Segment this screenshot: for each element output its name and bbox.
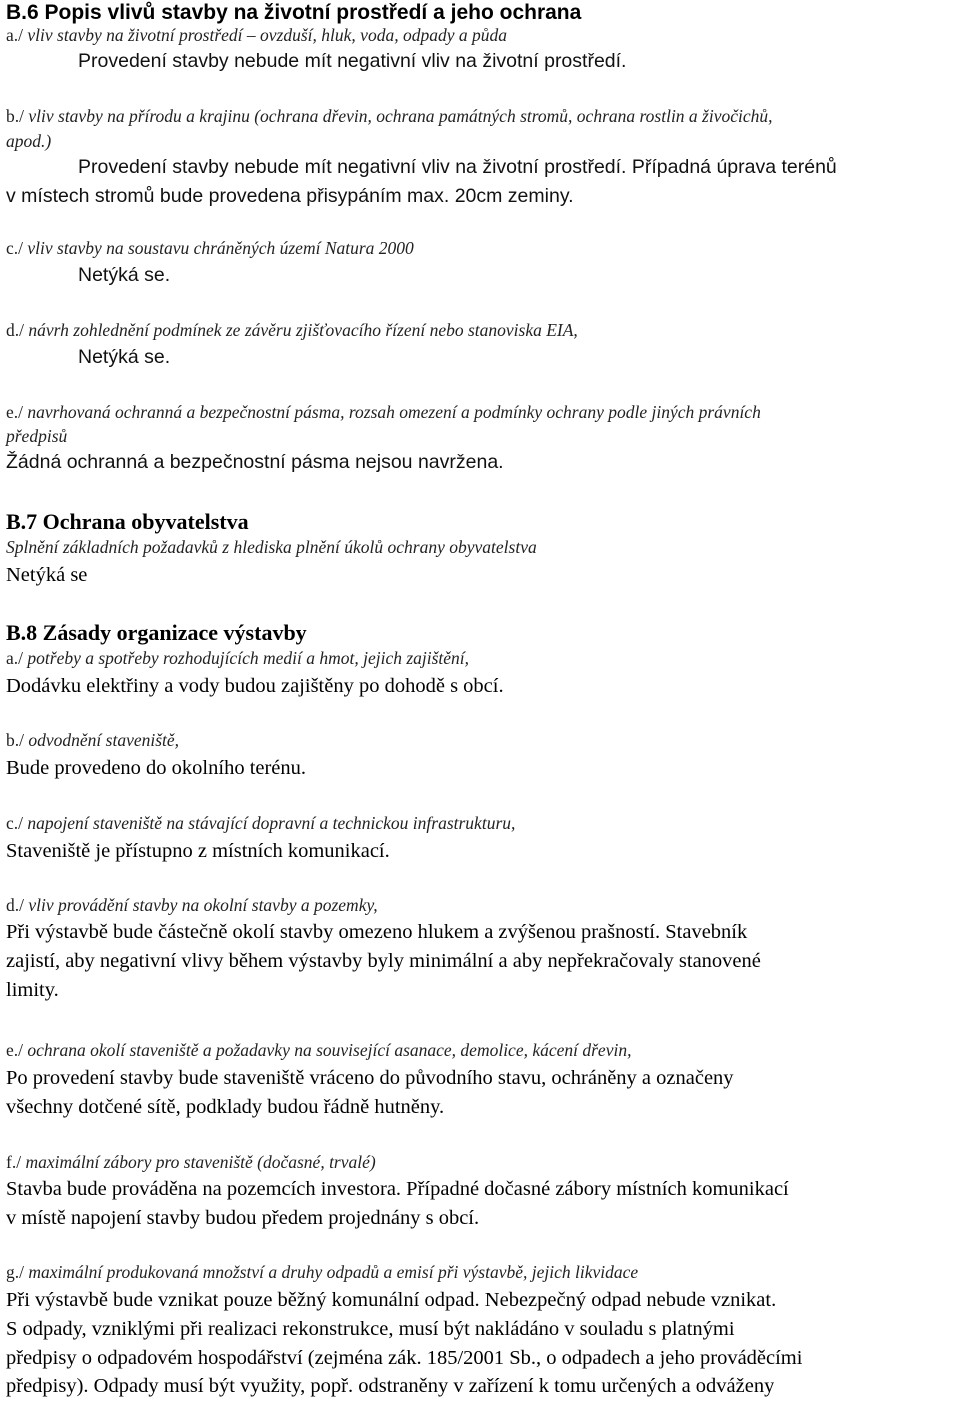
b6-e-title [6,404,761,422]
b8-a-text: Dodávku elektřiny a vody budou zajištěny po dohodě s obcí. [6,675,504,697]
section-b7-heading: B.7 Ochrana obyvatelstva [6,509,249,534]
b8-g-label: g./ [6,1262,24,1282]
b6-e-title-cont: předpisů [6,426,68,446]
b6-d-title-text: návrh zohlednění podmínek ze závěru zjišťovacího řízení nebo stanoviska EIA, [28,320,578,340]
b8-f-title [6,1154,376,1172]
section-b6-heading: B.6 Popis vlivů stavby na životní prostředí a jeho ochrana [6,1,582,24]
b8-d-text-line2: zajistí, aby negativní vlivy během výstavby byly minimální a aby nepřekračovaly stanovené [6,950,761,972]
b8-e-text-line2: všechny dotčené sítě, podklady budou řádně hutněny. [6,1096,445,1118]
b8-g-title [6,1264,638,1282]
b7-text: Netýká se [6,564,88,586]
b8-d-label: d./ [6,895,24,915]
b8-b-title-text: odvodnění staveniště, [28,730,180,750]
b6-b-text-line2: v místech stromů bude provedena přisypáním max. 20cm zeminy. [6,185,574,207]
b8-e-title-text: ochrana okolí staveniště a požadavky na související asanace, demolice, kácení dřevin, [27,1040,632,1060]
b8-c-title [6,815,515,833]
b7-subtitle: Splnění základních požadavků z hlediska plnění úkolů ochrany obyvatelstva [6,537,537,557]
b8-a-title [6,650,469,668]
b6-b-title [6,108,773,126]
b8-d-text-line3: limity. [6,979,59,1001]
b6-e-title-text: navrhovaná ochranná a bezpečnostní pásma, rozsah omezení a podmínky ochrany podle jiných právních [27,402,761,422]
b8-d-title-text: vliv provádění stavby na okolní stavby a pozemky, [28,895,378,915]
b6-b-label: b./ [6,106,24,126]
b8-f-text-line2: v místě napojení stavby budou předem projednány s obcí. [6,1207,480,1229]
b8-g-text-line2: S odpady, vzniklými při realizaci rekonstrukce, musí být nakládáno v souladu s platnými [6,1318,735,1340]
b8-e-text-line1: Po provedení stavby bude staveniště vráceno do původního stavu, ochráněny a označeny [6,1067,734,1089]
b8-f-title-text: maximální zábory pro staveniště (dočasné, trvalé) [25,1152,376,1172]
b6-e-text: Žádná ochranná a bezpečnostní pásma nejsou navržena. [6,451,504,473]
b8-e-label: e./ [6,1040,24,1060]
b8-e-title [6,1042,631,1060]
b6-c-label: c./ [6,238,24,258]
b8-g-text-line3: předpisy o odpadovém hospodářství (zejména zák. 185/2001 Sb., o odpadech a jeho prováděcími [6,1347,803,1369]
b8-d-text-line1: Při výstavbě bude částečně okolí stavby omezeno hlukem a zvýšenou prašností. Stavebník [6,921,748,943]
b6-b-text-line1: Provedení stavby nebude mít negativní vliv na životní prostředí. Případná úprava terénů [78,156,837,178]
b6-a-title [6,27,507,45]
b8-b-title [6,732,179,750]
b8-f-text-line1: Stavba bude prováděna na pozemcích investora. Případné dočasné zábory místních komunikací [6,1178,789,1200]
b6-a-title-text: vliv stavby na životní prostředí – ovzduší, hluk, voda, odpady a půda [27,25,507,45]
b6-c-text: Netýká se. [78,264,171,286]
b8-c-text: Staveniště je přístupno z místních komunikací. [6,840,390,862]
b6-d-label: d./ [6,320,24,340]
b6-a-label: a./ [6,25,24,45]
b6-d-text: Netýká se. [78,346,171,368]
b6-b-title-cont: apod.) [6,131,52,151]
b6-d-title [6,322,578,340]
b6-e-label: e./ [6,402,24,422]
b8-c-title-text: napojení staveniště na stávající dopravní a technickou infrastrukturu, [27,813,516,833]
b8-b-text: Bude provedeno do okolního terénu. [6,757,307,779]
b8-f-label: f./ [6,1152,22,1172]
b8-c-label: c./ [6,813,24,833]
b8-a-title-text: potřeby a spotřeby rozhodujících medií a hmot, jejich zajištění, [27,648,470,668]
section-b8-heading: B.8 Zásady organizace výstavby [6,620,307,645]
b8-g-title-text: maximální produkovaná množství a druhy odpadů a emisí při výstavbě, jejich likvidace [28,1262,639,1282]
b8-b-label: b./ [6,730,24,750]
b8-g-text-line1: Při výstavbě bude vznikat pouze běžný komunální odpad. Nebezpečný odpad nebude vznikat. [6,1289,777,1311]
b8-a-label: a./ [6,648,24,668]
b8-g-text-line4: předpisy). Odpady musí být využity, popř. odstraněny v zařízení k tomu určených a odváženy [6,1376,775,1397]
b6-b-title-text: vliv stavby na přírodu a krajinu (ochrana dřevin, ochrana památných stromů, ochrana rostlin a živočichů, [28,106,773,126]
b8-d-title [6,897,378,915]
b6-c-title [6,240,414,258]
b6-a-text: Provedení stavby nebude mít negativní vliv na životní prostředí. [78,50,627,72]
b6-c-title-text: vliv stavby na soustavu chráněných území Natura 2000 [27,238,414,258]
